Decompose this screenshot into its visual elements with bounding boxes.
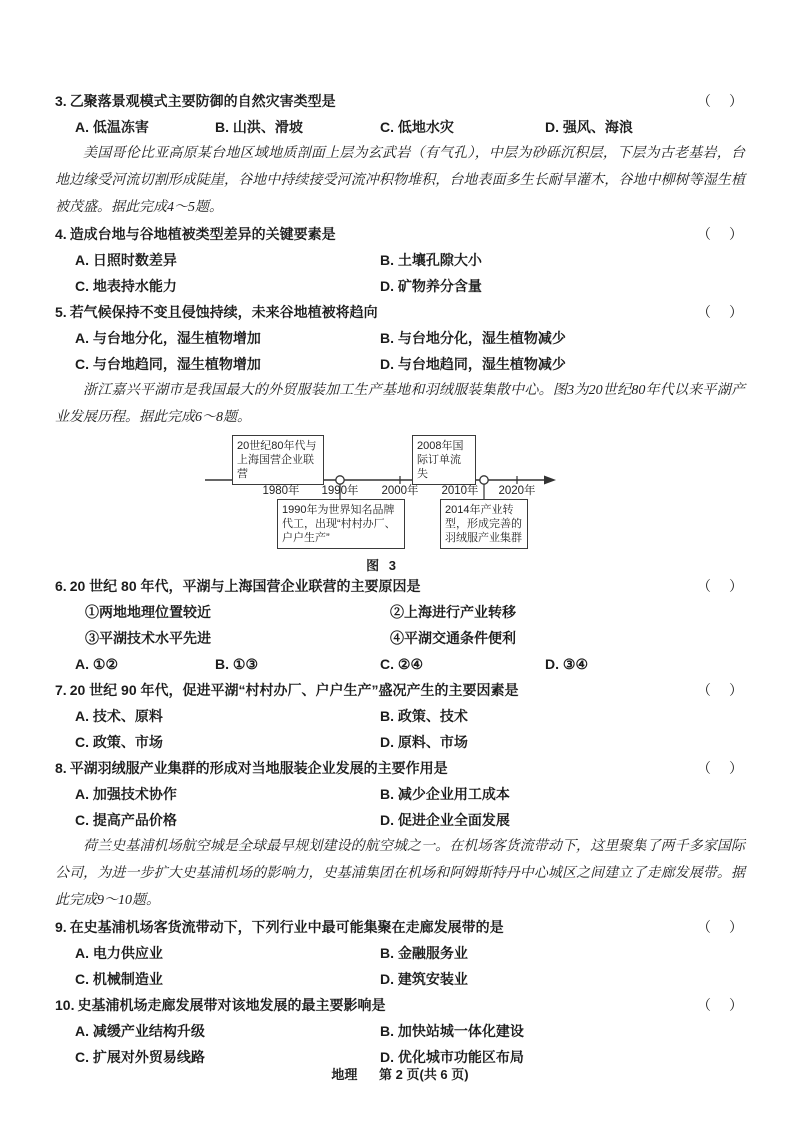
question-5-stem-row	[55, 299, 745, 325]
option-b: B. 山洪、滑坡	[215, 119, 303, 135]
option-a: A. 低温冻害	[75, 119, 149, 135]
option-c: C. 政策、市场	[75, 734, 163, 750]
answer-bracket: （ ）	[697, 304, 745, 320]
question-5	[55, 299, 745, 377]
question-9-stem-row	[55, 914, 745, 940]
option-b: B. 与台地分化，湿生植物减少	[380, 330, 566, 346]
option-d: D. 建筑安装业	[380, 971, 468, 987]
passage-schiphol-airport: 荷兰史基浦机场航空城是全球最早规划建设的航空城之一。在机场客货流带动下，这里聚集了两千多家国际公司，为进一步扩大史基浦机场的影响力，史基浦集团在机场和阿姆斯特丹中心城区之间建立了走廊发展带。据此完成9～10题。	[55, 839, 745, 908]
timeline-event-2014-box: 2014年产业转型，形成完善的羽绒服产业集群	[440, 499, 528, 549]
option-c: C. 机械制造业	[75, 971, 163, 987]
timeline-event-2008-box: 2008年国际订单流失	[412, 435, 476, 485]
timeline-event-1990-box: 1990年为世界知名品牌代工，出现“村村办厂、户户生产”	[277, 499, 405, 549]
passage-pinghu-industry: 浙江嘉兴平湖市是我国最大的外贸服装加工生产基地和羽绒服装集散中心。图3为20世纪80年代以来平湖产业发展历程。据此完成6～8题。	[55, 383, 745, 425]
option-b: B. 减少企业用工成本	[380, 786, 510, 802]
answer-bracket: （ ）	[697, 226, 745, 242]
option-a: A. 日照时数差异	[75, 252, 177, 268]
question-9	[55, 914, 745, 992]
option-a: A. 电力供应业	[75, 945, 163, 961]
option-c: C. ②④	[380, 656, 423, 672]
option-d: D. 促进企业全面发展	[380, 812, 510, 828]
question-text: 造成台地与谷地植被类型差异的关键要素是	[69, 226, 336, 242]
answer-bracket: （ ）	[697, 682, 745, 698]
option-d: D. 优化城市功能区布局	[380, 1049, 524, 1065]
statement-3: ③平湖技术水平先进	[85, 630, 211, 646]
option-b: B. 金融服务业	[380, 945, 468, 961]
exam-page-content	[55, 88, 745, 1070]
option-a: A. 与台地分化，湿生植物增加	[75, 330, 261, 346]
option-c: C. 低地水灾	[380, 119, 454, 135]
question-7	[55, 677, 745, 755]
question-number: 4.	[55, 226, 67, 242]
question-9-options	[55, 940, 745, 992]
question-7-options	[55, 703, 745, 755]
question-3-stem-row	[55, 88, 745, 114]
question-3	[55, 88, 745, 140]
question-4-options	[55, 247, 745, 299]
axis-year-2000: 2000年	[381, 485, 419, 497]
footer-page-number: 第 2 页(共 6 页)	[379, 1067, 469, 1082]
option-b: B. ①③	[215, 656, 258, 672]
option-d: D. 强风、海浪	[545, 119, 633, 135]
question-number: 5.	[55, 304, 67, 320]
question-8-options	[55, 781, 745, 833]
figure-caption: 图 3	[366, 558, 399, 573]
question-8-stem-row	[55, 755, 745, 781]
question-10-stem-row	[55, 992, 745, 1018]
answer-bracket: （ ）	[697, 919, 745, 935]
question-text: 20 世纪 90 年代，促进平湖“村村办厂、户户生产”盛况产生的主要因素是	[69, 682, 519, 698]
question-number: 10.	[55, 997, 75, 1013]
question-text: 在史基浦机场客货流带动下，下列行业中最可能集聚在走廊发展带的是	[69, 919, 504, 935]
axis-year-2010: 2010年	[441, 485, 479, 497]
timeline-event-1980s-box: 20世纪80年代与上海国营企业联营	[232, 435, 324, 485]
question-6	[55, 573, 745, 677]
option-d: D. 矿物养分含量	[380, 278, 482, 294]
question-6-statements	[55, 599, 745, 651]
question-number: 6.	[55, 578, 67, 594]
answer-bracket: （ ）	[697, 93, 745, 109]
question-4-stem-row	[55, 221, 745, 247]
statement-4: ④平湖交通条件便利	[390, 630, 516, 646]
option-c: C. 扩展对外贸易线路	[75, 1049, 205, 1065]
question-7-stem-row	[55, 677, 745, 703]
question-6-options	[55, 651, 745, 677]
question-10	[55, 992, 745, 1070]
option-d: D. 原料、市场	[380, 734, 468, 750]
option-a: A. 减缓产业结构升级	[75, 1023, 205, 1039]
option-b: B. 政策、技术	[380, 708, 468, 724]
option-c: C. 地表持水能力	[75, 278, 177, 294]
option-a: A. ①②	[75, 656, 118, 672]
option-d: D. 与台地趋同，湿生植物减少	[380, 356, 566, 372]
passage-columbia-plateau: 美国哥伦比亚高原某台地区域地质剖面上层为玄武岩（有气孔），中层为砂砾沉积层，下层为古老基岩，台地边缘受河流切割形成陡崖，谷地中持续接受河流冲积物堆积，台地表面多生长耐旱灌木，谷地中柳树等湿生植被茂盛。据此完成4～5题。	[55, 146, 745, 215]
option-b: B. 土壤孔隙大小	[380, 252, 482, 268]
statement-1: ①两地地理位置较近	[85, 604, 211, 620]
question-4	[55, 221, 745, 299]
question-5-options	[55, 325, 745, 377]
option-d: D. ③④	[545, 656, 588, 672]
question-text: 乙聚落景观模式主要防御的自然灾害类型是	[69, 93, 336, 109]
option-a: A. 加强技术协作	[75, 786, 177, 802]
timeline-figure	[55, 433, 745, 573]
axis-year-1980: 1980年	[262, 485, 300, 497]
footer-subject: 地理	[331, 1067, 358, 1082]
question-number: 3.	[55, 93, 67, 109]
question-number: 9.	[55, 919, 67, 935]
answer-bracket: （ ）	[697, 578, 745, 594]
question-text: 若气候保持不变且侵蚀持续，未来谷地植被将趋向	[69, 304, 378, 320]
question-3-options	[55, 114, 745, 140]
question-number: 8.	[55, 760, 67, 776]
question-8	[55, 755, 745, 833]
option-a: A. 技术、原料	[75, 708, 163, 724]
option-c: C. 提高产品价格	[75, 812, 177, 828]
option-b: B. 加快站城一体化建设	[380, 1023, 524, 1039]
axis-year-1990: 1990年	[321, 485, 359, 497]
statement-2: ②上海进行产业转移	[390, 604, 516, 620]
question-10-options	[55, 1018, 745, 1070]
page-footer	[0, 1064, 800, 1083]
option-c: C. 与台地趋同，湿生植物增加	[75, 356, 261, 372]
question-text: 20 世纪 80 年代，平湖与上海国营企业联营的主要原因是	[69, 578, 421, 594]
question-text: 史基浦机场走廊发展带对该地发展的最主要影响是	[77, 997, 386, 1013]
answer-bracket: （ ）	[697, 997, 745, 1013]
axis-year-2020: 2020年	[498, 485, 536, 497]
question-text: 平湖羽绒服产业集群的形成对当地服装企业发展的主要作用是	[69, 760, 448, 776]
answer-bracket: （ ）	[697, 760, 745, 776]
question-number: 7.	[55, 682, 67, 698]
